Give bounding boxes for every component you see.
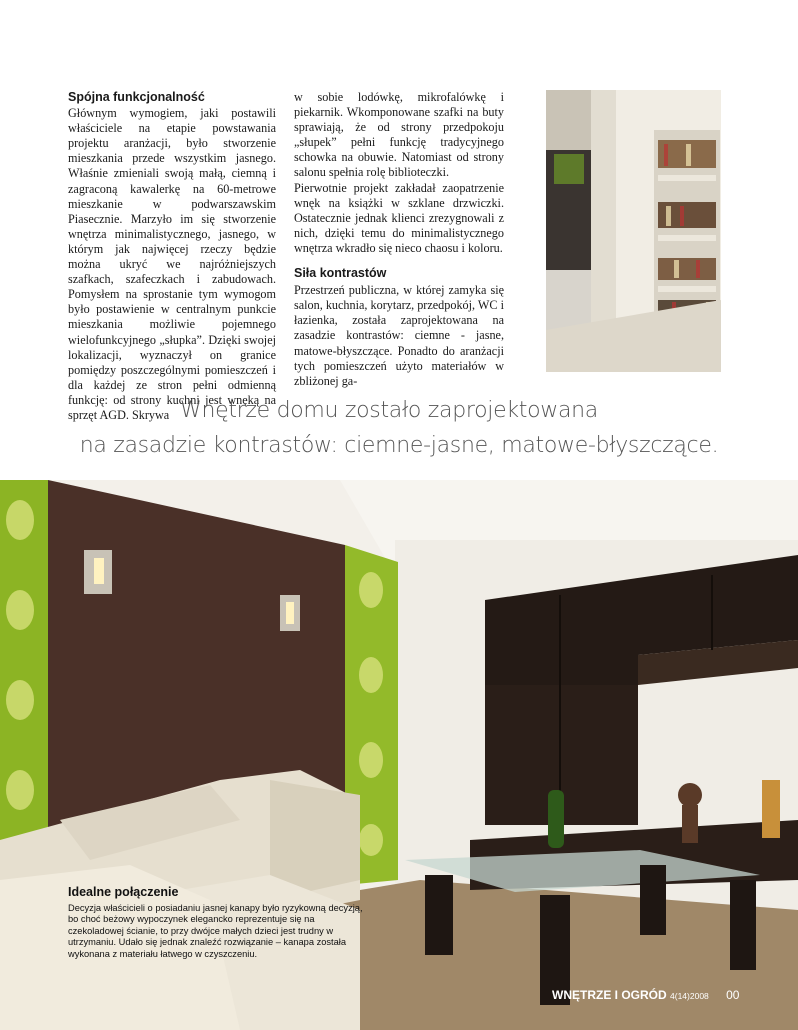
pullquote-line-2: na zasadzie kontrastów: ciemne-jasne, matowe-błyszczące.	[79, 433, 719, 458]
caption-title: Idealne połączenie	[68, 885, 179, 899]
col2-paragraph-2: Pierwotnie projekt zakładał zaopatrzenie wnęk na książki w szklane drzwiczki. Ostatecznie jednak klienci zrezygnowali z nich, dzięki temu do minimalistycznego wnętrza wkradło się nieco chaosu i koloru.	[294, 180, 504, 255]
section-body-spojna: Głównym wymogiem, jaki postawili właściciele na etapie powstawania projektu aranżacji, było stworzenie mieszkania przede wszystkim jasnego. Właśnie zmieniali swoją małą, ciemną i zagraconą kawalerkę na 60-metrowe mieszkanie w podwarszawskim Piasecznie. Marzyło im się stworzenie wnętrza minimalistycznego, jasnego, w którym jak najwięcej rzeczy będzie można ukryć we najróżniejszych szafkach, szafeczkach i zabudowach. Pomysłem na sprostanie tym wymogom było postawienie w centralnym punkcie mieszkania możliwie pojemnego wielofunkcyjnego „słupka”. Dzięki swojej lokalizacji, wyznaczył on granice pomiędzy poszczególnymi pomieszczeń i dla każdej ze stron pełni odmienną funkcję: od strony kuchni jest wnęką na sprzęt AGD. Skrywa	[68, 106, 276, 422]
page-number: 00	[726, 988, 740, 1002]
caption-text: Decyzja właścicieli o posiadaniu jasnej kanapy było ryzykowną decyzją, bo choć beżowy wypoczynek elegancko reprezentuje się na czekoladowej ścianie, to przy dwójce małych dzieci jest trudny w utrzymaniu. Udało się jednak znaleźć rozwiązanie – kanapa została wykonana z materiału łatwego w czyszczeniu.	[68, 903, 363, 959]
page-footer	[552, 988, 739, 1002]
wall-lamp-2	[280, 595, 300, 631]
pullquote-line-1: Wnętrze domu zostało zaprojektowana	[180, 398, 598, 423]
article-column-1	[68, 90, 276, 423]
article-column-2	[294, 90, 504, 389]
section-heading-kontrast: Siła kontrastów	[294, 266, 387, 281]
magazine-name: WNĘTRZE I OGRÓD	[552, 988, 667, 1002]
section-body-kontrast: Przestrzeń publiczna, w której zamyka się salon, kuchnia, korytarz, przedpokój, WC i łazienka, została zaprojektowana na zasadzie kontrastów: ciemne - jasne, matowe-błyszczące. Ponadto do aranżacji tych pomieszczeń użyto materiałów w zbliżonej ga-	[294, 283, 504, 388]
wall-lamp-1	[84, 550, 112, 594]
photo-caption	[68, 885, 368, 960]
col2-paragraph-1: w sobie lodówkę, mikrofalówkę i piekarnik. Wkomponowane szafki na buty sprawiają, że od strony przedpokoju „słupek” pełni funkcję tradycyjnego schowka na obuwie. Natomiast od strony salonu spełnia rolę biblioteczki.	[294, 90, 504, 180]
section-heading-spojna: Spójna funkcjonalność	[68, 90, 205, 104]
bookshelf-niche-photo	[546, 90, 721, 372]
issue-number: 4(14)2008	[670, 991, 709, 1001]
